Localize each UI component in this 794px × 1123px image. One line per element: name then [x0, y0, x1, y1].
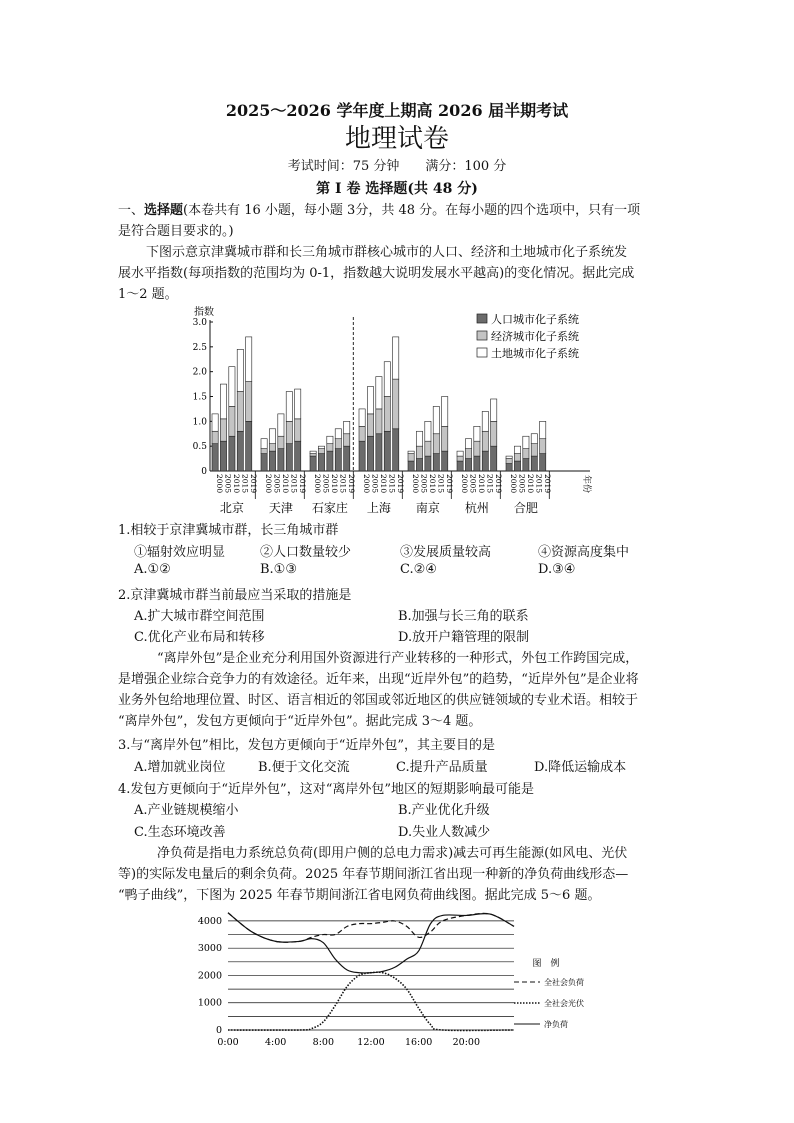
bar-segment [433, 406, 439, 433]
legend-label: 全社会光伏 [544, 999, 584, 1008]
bar-segment [540, 421, 546, 438]
x-tick-label: 20:00 [452, 1037, 481, 1048]
bar-segment [335, 429, 341, 439]
intro1-line1: 下图示意京津冀城市群和长三角城市群核心城市的人口、经济和土地城市化子系统发 [146, 245, 628, 260]
city-label: 天津 [268, 501, 293, 515]
bar-segment [482, 451, 488, 471]
x-axis-label: 年份 [581, 475, 591, 494]
y-tick-label: 0.5 [192, 442, 207, 453]
x-tick-label: 16:00 [404, 1037, 433, 1048]
bar-segment [310, 456, 316, 471]
bar-segment [286, 444, 292, 471]
bar-segment [506, 464, 512, 471]
bar-segment [416, 459, 422, 471]
series-line [228, 913, 514, 943]
exam-info: 考试时间：75 分钟 满分：100 分 [287, 159, 507, 174]
q1-item-2: ②人口数量较少 [260, 545, 352, 560]
bar-segment [229, 367, 235, 407]
year-tick-label: 2015 [485, 474, 495, 494]
y-tick-label: 2.0 [192, 367, 207, 378]
bar-segment [408, 454, 414, 461]
q1-option-d[interactable]: D.③④ [538, 562, 576, 577]
bar-segment [295, 389, 301, 419]
bar-segment [376, 377, 382, 409]
year-tick-label: 2000 [460, 474, 470, 494]
bar-segment [514, 446, 520, 453]
exam-title-line: 2025～2026 学年度上期高 2026 届半期考试 [225, 101, 569, 120]
q2-option-b[interactable]: B.加强与长三角的联系 [398, 609, 529, 624]
bar-segment [269, 451, 275, 471]
q3-option-b[interactable]: B.便于文化交流 [258, 760, 350, 775]
q3-option-c[interactable]: C.提升产品质量 [396, 760, 488, 775]
intro3-line3: “鸭子曲线”，下图为 2025 年春节期间浙江省电网负荷曲线图。据此完成 5～6 题。 [118, 888, 601, 903]
bar-segment [457, 461, 463, 471]
year-tick-label: 2019 [346, 474, 356, 494]
bar-segment [474, 441, 480, 456]
year-tick-label: 2000 [509, 474, 519, 494]
year-tick-label: 2015 [387, 474, 397, 494]
bar-segment [237, 431, 243, 471]
bar-segment [465, 439, 471, 449]
bar-segment [220, 419, 226, 441]
bar-segment [286, 421, 292, 443]
bar-segment [220, 441, 226, 471]
bar-segment [278, 436, 284, 448]
intro1-line2: 展水平指数(每项指数的范围均为 0-1，指数越大说明发展水平越高)的变化情况。据此完成 [118, 266, 635, 281]
bar-segment [237, 349, 243, 391]
instructions-bold: 选择题 [144, 203, 184, 218]
bar-segment [457, 451, 463, 456]
bar-segment [514, 461, 520, 471]
legend-swatch [477, 348, 487, 357]
bar-segment [344, 421, 350, 433]
year-tick-label: 2000 [362, 474, 372, 494]
bar-segment [318, 454, 324, 471]
y-tick-label: 3000 [197, 943, 222, 955]
bar-segment [514, 454, 520, 461]
section-title: 第 I 卷 选择题(共 48 分) [316, 181, 478, 197]
year-tick-label: 2000 [215, 474, 225, 494]
q2-option-a[interactable]: A.扩大城市群空间范围 [134, 609, 265, 624]
q4-option-d[interactable]: D.失业人数减少 [398, 825, 491, 840]
instructions-line2: 是符合题目要求的。) [118, 224, 234, 239]
x-tick-label: 12:00 [357, 1037, 385, 1048]
bar-segment [327, 451, 333, 471]
bar-segment [425, 456, 431, 471]
bar-segment [523, 436, 529, 448]
bar-segment [310, 451, 316, 453]
bar-segment [482, 411, 488, 431]
bar-segment [408, 451, 414, 453]
q4-stem: 4.发包方更倾向于“近岸外包”，这对“离岸外包”地区的短期影响最可能是 [118, 782, 534, 797]
year-tick-label: 2010 [379, 474, 388, 494]
bar-segment [237, 392, 243, 432]
bar-segment [393, 429, 399, 471]
bar-segment [327, 444, 333, 451]
y-tick-label: 1.0 [192, 417, 207, 428]
bar-segment [442, 426, 448, 451]
y-tick-label: 0 [201, 467, 207, 477]
bar-segment [229, 436, 235, 471]
intro2-line3: 业务外包给地理位置、时区、语言相近的邻国或邻近地区的供应链领域的专业术语。相较于 [118, 693, 639, 708]
intro2-line1: “离岸外包”是企业充分利用国外资源进行产业转移的一种形式，外包工作跨国完成， [157, 651, 639, 666]
bar-segment [531, 434, 537, 444]
q3-option-d[interactable]: D.降低运输成本 [534, 760, 627, 775]
bar-segment [212, 431, 218, 443]
legend-label: 人口城市化子系统 [491, 313, 579, 326]
load-curve-chart [196, 906, 608, 1052]
bar-segment [269, 429, 275, 444]
city-label: 上海 [366, 501, 391, 515]
bar-segment [482, 431, 488, 451]
bar-segment [442, 397, 448, 427]
bar-segment [278, 414, 284, 436]
intro2-line4: “离岸外包”，发包方更倾向于“近岸外包”。据此完成 3～4 题。 [118, 714, 482, 729]
year-tick-label: 2019 [493, 474, 503, 494]
year-tick-label: 2010 [477, 474, 486, 494]
bar-segment [246, 337, 252, 382]
year-tick-label: 2000 [313, 474, 323, 494]
city-label: 北京 [219, 501, 244, 515]
bar-segment [278, 449, 284, 471]
year-tick-label: 2019 [444, 474, 454, 494]
city-label: 合肥 [513, 501, 538, 515]
q2-option-c[interactable]: C.优化产业布局和转移 [134, 630, 265, 645]
bar-segment [335, 439, 341, 449]
bar-segment [540, 454, 546, 471]
year-tick-label: 2010 [281, 474, 290, 494]
year-tick-label: 2015 [534, 474, 544, 494]
y-tick-label: 4000 [197, 915, 222, 927]
year-tick-label: 2010 [526, 474, 535, 494]
bar-segment [384, 431, 390, 471]
bar-segment [318, 446, 324, 448]
legend-swatch [477, 331, 487, 340]
city-label: 石家庄 [311, 501, 348, 515]
year-tick-label: 2005 [370, 474, 380, 494]
bar-segment [506, 456, 512, 458]
bar-segment [384, 397, 390, 432]
bar-segment [359, 441, 365, 471]
series-line [228, 913, 514, 973]
bar-segment [246, 382, 252, 422]
q3-option-a[interactable]: A.增加就业岗位 [134, 760, 226, 775]
bar-segment [491, 421, 497, 446]
bar-segment [506, 459, 512, 464]
bar-segment [246, 421, 252, 471]
year-tick-label: 2010 [232, 474, 241, 494]
bar-segment [344, 434, 350, 446]
q2-stem: 2.京津冀城市群当前最应当采取的措施是 [118, 588, 352, 603]
y-tick-label: 2.5 [192, 342, 207, 353]
bar-segment [474, 456, 480, 471]
year-tick-label: 2019 [542, 474, 552, 494]
bar-segment [474, 426, 480, 441]
bar-segment [393, 337, 399, 379]
bar-segment [344, 446, 350, 471]
bar-segment [531, 456, 537, 471]
q1-stem: 1.相较于京津冀城市群，长三角城市群 [118, 523, 339, 538]
q1-item-3: ③发展质量较高 [400, 545, 492, 560]
bar-segment [261, 439, 267, 449]
instructions-text1: (本卷共有 16 小题，每小题 3分，共 48 分。在每小题的四个选项中，只有一项 [183, 203, 641, 218]
q1-item-4: ④资源高度集中 [538, 545, 630, 560]
x-tick-label: 8:00 [312, 1037, 335, 1048]
city-label: 南京 [415, 501, 440, 515]
urbanization-bar-chart [190, 304, 620, 516]
legend-label: 净负荷 [544, 1020, 568, 1029]
year-tick-label: 2005 [419, 474, 429, 494]
q1-option-a[interactable]: A.①② [134, 562, 171, 577]
instructions-lead: 一、 [118, 203, 145, 218]
q4-option-b[interactable]: B.产业优化升级 [398, 803, 490, 818]
bar-segment [442, 451, 448, 471]
bar-segment [393, 379, 399, 429]
year-tick-label: 2005 [223, 474, 233, 494]
bar-segment [359, 426, 365, 441]
year-tick-label: 2005 [468, 474, 478, 494]
series-line [228, 972, 514, 1030]
bar-segment [465, 459, 471, 471]
bar-segment [376, 409, 382, 434]
y-tick-label: 0 [215, 1025, 222, 1036]
bar-segment [416, 431, 422, 446]
legend-label: 全社会负荷 [544, 978, 584, 987]
q2-option-d[interactable]: D.放开户籍管理的限制 [398, 630, 530, 645]
y-axis-label: 指数 [194, 307, 214, 318]
bar-segment [359, 409, 365, 426]
year-tick-label: 2015 [338, 474, 348, 494]
bar-segment [318, 449, 324, 454]
year-tick-label: 2005 [272, 474, 282, 494]
x-tick-label: 0:00 [217, 1037, 239, 1048]
year-tick-label: 2000 [411, 474, 421, 494]
bar-segment [523, 449, 529, 459]
bar-segment [523, 459, 529, 471]
legend-label: 土地城市化子系统 [491, 347, 579, 360]
bar-segment [286, 392, 292, 422]
year-tick-label: 2019 [297, 474, 307, 494]
bar-segment [384, 362, 390, 397]
bar-segment [335, 449, 341, 471]
year-tick-label: 2010 [330, 474, 339, 494]
bar-segment [425, 441, 431, 456]
y-tick-label: 1.5 [192, 392, 207, 403]
bar-segment [433, 454, 439, 471]
bar-segment [416, 446, 422, 458]
y-tick-label: 2000 [197, 970, 222, 982]
bar-segment [465, 449, 471, 459]
year-tick-label: 2015 [436, 474, 446, 494]
intro1-line3: 1～2 题。 [118, 287, 178, 302]
q4-option-a[interactable]: A.产业链规模缩小 [134, 803, 239, 818]
year-tick-label: 2005 [517, 474, 527, 494]
year-tick-label: 2015 [240, 474, 250, 494]
q1-item-1: ①辐射效应明显 [134, 545, 226, 560]
bar-segment [491, 446, 497, 471]
city-label: 杭州 [464, 501, 489, 515]
bar-segment [212, 414, 218, 431]
bar-segment [229, 406, 235, 436]
y-tick-label: 1000 [197, 997, 222, 1009]
bar-segment [367, 414, 373, 436]
year-tick-label: 2005 [321, 474, 331, 494]
instructions-line1 [118, 200, 678, 221]
bar-segment [376, 434, 382, 471]
legend-label: 经济城市化子系统 [491, 330, 579, 343]
bar-segment [531, 444, 537, 456]
intro3-line2: 等)的实际发电量后的剩余负荷。2025 年春节期间浙江省出现一种新的净负荷曲线形态— [118, 867, 629, 882]
bar-segment [327, 436, 333, 443]
q1-option-b[interactable]: B.①③ [260, 562, 297, 577]
year-tick-label: 2000 [264, 474, 274, 494]
bar-segment [367, 436, 373, 471]
bar-segment [408, 461, 414, 471]
bar-segment [367, 387, 373, 414]
bar-segment [261, 454, 267, 471]
q1-option-c[interactable]: C.②④ [400, 562, 437, 577]
legend-title: 图 例 [532, 959, 560, 969]
bar-segment [310, 454, 316, 456]
bar-segment [295, 441, 301, 471]
intro2-line2: 是增强企业综合竞争力的有效途径。近年来，出现“近岸外包”的趋势，“近岸外包”是企业将 [118, 672, 639, 687]
q3-stem: 3.与“离岸外包”相比，发包方更倾向于“近岸外包”，其主要目的是 [118, 738, 495, 753]
bar-segment [540, 439, 546, 454]
bar-segment [269, 444, 275, 451]
x-tick-label: 4:00 [264, 1037, 287, 1048]
year-tick-label: 2019 [248, 474, 258, 494]
bar-segment [425, 421, 431, 441]
q4-option-c[interactable]: C.生态环境改善 [134, 825, 226, 840]
subject-title: 地理试卷 [344, 124, 449, 154]
bar-segment [433, 434, 439, 454]
year-tick-label: 2019 [395, 474, 405, 494]
bar-segment [212, 444, 218, 471]
bar-segment [220, 384, 226, 419]
bar-segment [295, 419, 301, 441]
bar-segment [491, 399, 497, 421]
legend-swatch [477, 314, 487, 323]
y-tick-label: 3.0 [192, 318, 207, 328]
year-tick-label: 2010 [428, 474, 437, 494]
bar-segment [457, 456, 463, 461]
intro3-line1: 净负荷是指电力系统总负荷(即用户侧的总电力需求)减去可再生能源(如风电、光伏 [157, 846, 628, 861]
year-tick-label: 2015 [289, 474, 299, 494]
bar-segment [261, 449, 267, 454]
